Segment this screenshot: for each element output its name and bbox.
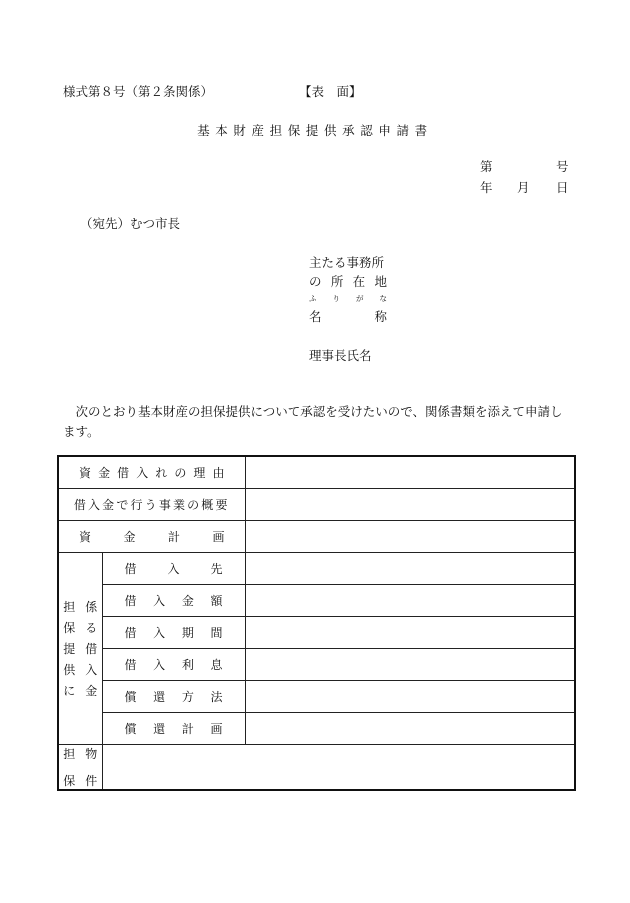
name-char: 称 [374,309,387,324]
label-char: 担 [63,600,76,614]
furigana-char: な [379,294,387,303]
label-char: 入 [85,663,98,677]
location-char: 地 [374,274,387,289]
date-month: 月 [517,180,530,195]
furigana-char: ふ [309,294,317,303]
label-char: 法 [210,690,223,704]
label-text: 借入金で行う事業の概要 [73,498,230,512]
repayment-method-label [102,681,245,713]
repayment-plan-label [102,713,245,745]
loan-amount-value[interactable] [245,585,575,617]
furigana-label [309,293,387,304]
doc-number-go: 号 [556,159,569,174]
label-char: 計 [181,722,194,736]
application-statement: 次のとおり基本財産の担保提供について承認を受けたいので、関係書類を添えて申請します。 [63,404,563,439]
label-char: 理 [193,466,206,480]
label-char: 件 [85,774,98,788]
label-char: 入 [136,466,149,480]
label-char: 償 [124,690,137,704]
label-char: 由 [212,466,225,480]
table-row [58,617,575,649]
location-char: の [309,274,322,289]
table-row [58,456,575,489]
office-label: 主たる事務所 [309,255,385,270]
director-label: 理事長氏名 [309,348,372,363]
label-char: 計 [167,530,180,544]
table-row [58,745,575,791]
label-char: 入 [153,594,166,608]
label-char: 間 [210,626,223,640]
loan-interest-value[interactable] [245,649,575,681]
table-row [58,489,575,521]
label-char: 方 [181,690,194,704]
repayment-plan-value[interactable] [245,713,575,745]
reason-label [58,456,245,489]
label-char: 借 [117,466,130,480]
location-char: 所 [330,274,344,289]
name-label [309,307,387,325]
label-char: 金 [85,684,98,698]
reason-value[interactable] [245,456,575,489]
table-row [58,585,575,617]
lender-label [102,553,245,585]
label-char: れ [155,466,168,480]
label-char: 供 [63,663,76,677]
loan-period-label [102,617,245,649]
label-char: 借 [124,626,137,640]
addressee: （宛先）むつ市長 [80,216,181,231]
name-char: 名 [309,309,322,324]
date-year: 年 [480,180,493,195]
label-char: 画 [212,530,225,544]
application-table [57,455,576,791]
label-char: 先 [210,562,223,576]
label-char: 還 [153,690,166,704]
table-row [58,553,575,585]
loan-period-value[interactable] [245,617,575,649]
furigana-char: が [356,294,364,303]
table-row [58,521,575,553]
label-char: 金 [123,530,136,544]
label-char: の [174,466,187,480]
label-char: 借 [124,658,137,672]
label-char: 償 [124,722,137,736]
label-char: 入 [153,658,166,672]
loan-interest-label [102,649,245,681]
label-char: 保 [63,621,76,635]
table-row [58,649,575,681]
fund-plan-value[interactable] [245,521,575,553]
label-char: 還 [153,722,166,736]
label-char: 資 [79,530,92,544]
repayment-method-value[interactable] [245,681,575,713]
label-char: 物 [85,747,98,761]
collateral-value[interactable] [102,745,575,791]
purpose-value[interactable] [245,489,575,521]
label-char: 画 [210,722,223,736]
label-char: 借 [85,642,98,656]
lender-value[interactable] [245,553,575,585]
side-label: 【表 面】 [299,84,362,99]
label-char: 保 [63,774,76,788]
label-char: 係 [85,600,98,614]
doc-number-dai: 第 [480,159,493,174]
label-char: 入 [153,626,166,640]
label-char: 入 [167,562,180,576]
label-char: 借 [124,594,137,608]
date-day: 日 [556,180,569,195]
label-char: 担 [63,747,76,761]
label-char: 期 [181,626,194,640]
loan-amount-label [102,585,245,617]
collateral-loan-group-label [58,553,102,745]
table-row [58,681,575,713]
form-number: 様式第８号（第２条関係） [63,84,214,99]
label-char: 息 [210,658,223,672]
label-char: 資 [79,466,92,480]
label-char: に [63,684,76,698]
label-char: 金 [181,594,194,608]
document-title: 基本財産担保提供承認申請書 [197,123,433,138]
label-char: 利 [181,658,194,672]
location-label [309,272,387,290]
collateral-label [58,745,102,791]
label-char: 額 [210,594,223,608]
fund-plan-label [58,521,245,553]
purpose-label [58,489,245,521]
label-char: 借 [124,562,137,576]
location-char: 在 [352,274,366,289]
label-char: 提 [63,642,76,656]
furigana-char: り [332,294,340,303]
label-char: る [85,621,98,635]
label-char: 金 [98,466,111,480]
table-row [58,713,575,745]
